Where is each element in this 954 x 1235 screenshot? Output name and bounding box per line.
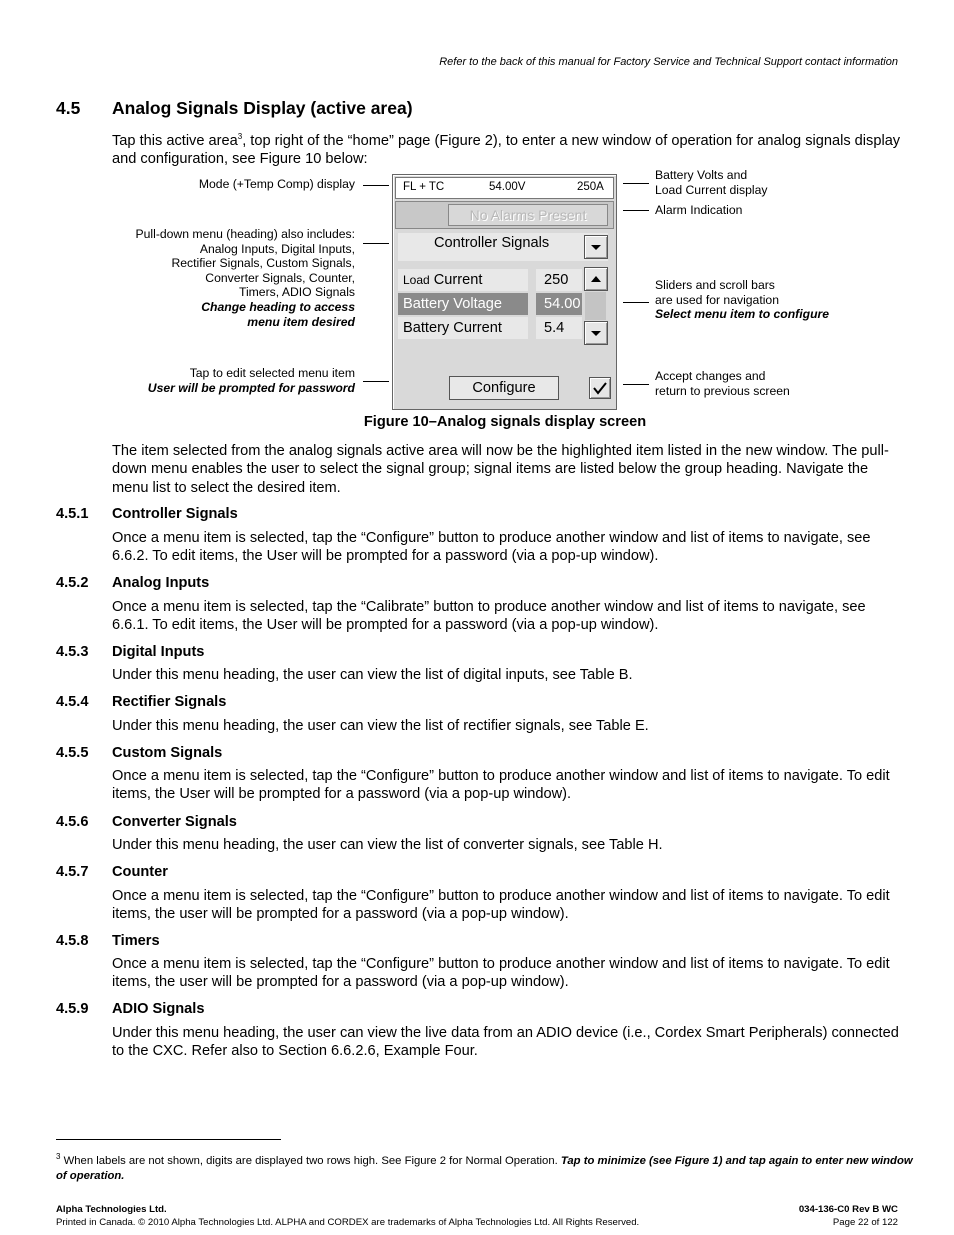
- callout-line: [623, 210, 649, 211]
- callout-text: Rectifier Signals, Custom Signals,: [171, 256, 355, 271]
- callout-text: Converter Signals, Counter,: [205, 270, 355, 285]
- callout-text: return to previous screen: [655, 383, 790, 398]
- subsection-text: Under this menu heading, the user can view the list of converter signals, see Table H.: [112, 837, 663, 853]
- callout-line: [363, 381, 389, 382]
- chevron-up-icon: [585, 268, 607, 290]
- callout-line: [623, 183, 649, 184]
- accept-button[interactable]: [589, 377, 611, 399]
- subsection-title: Controller Signals: [112, 506, 238, 522]
- subsection-heading: [56, 644, 204, 660]
- subsection-text: Once a menu item is selected, tap the “Configure” button to produce another window and list of items to navigate, see 6.6.2. To edit items, the User will be prompted for a password (via a pop-up window).: [112, 530, 871, 565]
- section-number: 4.5: [56, 98, 81, 118]
- figure-caption: Figure 10–Analog signals display screen: [363, 414, 647, 430]
- mode-display: FL + TC: [403, 181, 445, 193]
- callout-text: Pull-down menu (heading) also includes:: [135, 227, 355, 241]
- subsection-number: 4.5.2: [56, 575, 89, 591]
- subsection-number: 4.5.6: [56, 814, 89, 830]
- row-prefix: Load: [403, 273, 430, 287]
- subsection-title: Custom Signals: [112, 745, 223, 761]
- callout-text: Accept changes and: [655, 369, 766, 383]
- footer-docnum: 034-136-C0 Rev B WC: [798, 1204, 898, 1215]
- footnote-emphasis: Tap to minimize (see Figure 1) and tap again to enter new window of operation.: [56, 1154, 913, 1182]
- callout-alarm: Alarm Indication: [655, 203, 743, 217]
- callout-tap-edit: [148, 366, 355, 395]
- callout-pulldown: [136, 227, 356, 329]
- callout-text: Select menu item to configure: [655, 307, 830, 322]
- row-value: 54.00: [536, 293, 582, 315]
- subsection-text: Once a menu item is selected, tap the “Calibrate” button to produce another window and list of items to navigate, see 6.6.1. To edit items, the User will be prompted for a password (via a pop-up window).: [112, 599, 866, 634]
- subsection-number: 4.5.1: [56, 506, 89, 522]
- status-bar: [395, 177, 614, 199]
- callout-text: Timers, ADIO Signals: [238, 285, 355, 300]
- scroll-up-button[interactable]: [584, 267, 608, 291]
- callout-mode: Mode (+Temp Comp) display: [198, 177, 355, 191]
- analog-signals-screen: [392, 174, 617, 410]
- subsection-heading: [56, 1001, 204, 1017]
- footnote-ref: 3: [237, 132, 243, 141]
- list-item[interactable]: [398, 269, 528, 291]
- checkmark-icon: [590, 378, 610, 398]
- intro-text-b: , top right of the “home” page (Figure 2), to enter a new window of operation for analog signals display and configuration, see Figure 10 below:: [112, 132, 901, 168]
- load-current-display: 250A: [577, 181, 604, 193]
- subsection-heading: [56, 745, 222, 761]
- battery-volts-display: 54.00V: [489, 181, 526, 193]
- subsection-number: 4.5.4: [56, 694, 89, 710]
- alarm-indication[interactable]: No Alarms Present: [448, 204, 608, 226]
- subsection-heading: [56, 814, 237, 830]
- header-note: Refer to the back of this manual for Factory Service and Technical Support contact information: [439, 56, 898, 68]
- callout-text: are used for navigation: [655, 292, 779, 307]
- chevron-down-icon: [585, 236, 607, 258]
- alarm-indicator-panel: [395, 201, 614, 229]
- callout-line: [363, 243, 389, 244]
- callout-text: Tap to edit selected menu item: [189, 366, 355, 380]
- subsection-number: 4.5.3: [56, 644, 89, 660]
- subsection-title: Timers: [112, 933, 160, 949]
- subsection-number: 4.5.7: [56, 864, 89, 880]
- dropdown-button[interactable]: [584, 235, 608, 259]
- footnote: [56, 1149, 916, 1184]
- footer-company: Alpha Technologies Ltd.: [56, 1204, 167, 1215]
- subsection-heading: [56, 694, 226, 710]
- callout-text: Battery Volts and: [655, 168, 748, 182]
- subsection-title: Converter Signals: [112, 814, 237, 830]
- callout-line: [623, 302, 649, 303]
- subsection-text: Under this menu heading, the user can view the list of rectifier signals, see Table E.: [112, 718, 649, 734]
- footer-printed: Printed in Canada. © 2010 Alpha Technologies Ltd. ALPHA and CORDEX are trademarks of Alpha Technologies Ltd. All Rights Reserved.: [56, 1217, 640, 1228]
- callout-line: [623, 384, 649, 385]
- callout-text: Load Current display: [655, 182, 768, 197]
- subsection-number: 4.5.8: [56, 933, 89, 949]
- callout-accept: [655, 369, 790, 398]
- callout-text: Change heading to access: [201, 299, 355, 314]
- callout-text: User will be prompted for password: [147, 380, 355, 395]
- callout-line: [363, 185, 389, 186]
- subsection-text: Under this menu heading, the user can view the list of digital inputs, see Table B.: [112, 667, 633, 683]
- dropdown-label: Controller Signals: [434, 235, 550, 251]
- row-value: 250: [536, 269, 582, 291]
- signal-group-dropdown[interactable]: [398, 233, 608, 261]
- list-item-selected[interactable]: Battery Voltage: [398, 293, 528, 315]
- subsection-text: Under this menu heading, the user can view the live data from an ADIO device (i.e., Cordex Smart Peripherals) connected to the CXC. Refer also to Section 6.6.2.6, Example Four.: [112, 1025, 899, 1060]
- row-value: 5.4: [536, 317, 582, 339]
- body-paragraph: The item selected from the analog signals active area will now be the highlighted item listed in the new window. The pull-down menu enables the user to select the signal group; signal items are listed below the group heading. Navigate the menu list to select the desired item.: [112, 443, 889, 496]
- subsection-text: Once a menu item is selected, tap the “Configure” button to produce another window and list of items to navigate. To edit items, the user will be prompted for a password (via a pop-up window).: [112, 956, 890, 991]
- subsection-title: Counter: [112, 864, 168, 880]
- scroll-track[interactable]: [585, 292, 606, 320]
- subsection-heading: [56, 933, 160, 949]
- chevron-down-icon: [585, 322, 607, 344]
- subsection-heading: [56, 864, 168, 880]
- footer-page: Page 22 of 122: [832, 1217, 898, 1228]
- subsection-title: Rectifier Signals: [112, 694, 227, 710]
- subsection-number: 4.5.9: [56, 1001, 89, 1017]
- subsection-title: Analog Inputs: [112, 575, 210, 591]
- subsection-heading: [56, 506, 238, 522]
- subsection-title: ADIO Signals: [112, 1001, 205, 1017]
- callout-text: Sliders and scroll bars: [655, 278, 775, 292]
- footnote-text: When labels are not shown, digits are displayed two rows high. See Figure 2 for Normal Operation.: [63, 1154, 558, 1167]
- section-title: Analog Signals Display (active area): [112, 98, 413, 118]
- callout-battery: [655, 168, 767, 197]
- footnote-rule: [56, 1139, 281, 1140]
- subsection-text: Once a menu item is selected, tap the “Configure” button to produce another window and list of items to navigate. To edit items, the user will be prompted for a password (via a pop-up window).: [112, 888, 890, 923]
- row-label: Current: [433, 272, 483, 288]
- subsection-title: Digital Inputs: [112, 644, 205, 660]
- subsection-number: 4.5.5: [56, 745, 89, 761]
- footnote-mark: 3: [56, 1152, 61, 1161]
- subsection-heading: [56, 575, 209, 591]
- section-heading: [56, 98, 413, 119]
- callout-text: Analog Inputs, Digital Inputs,: [199, 241, 355, 256]
- subsection-text: Once a menu item is selected, tap the “Configure” button to produce another window and list of items to navigate. To edit items, the User will be prompted for a password (via a pop-up window).: [112, 768, 890, 803]
- callout-sliders: [655, 278, 829, 322]
- intro-text-a: Tap this active area: [112, 132, 238, 149]
- configure-button[interactable]: Configure: [449, 376, 559, 400]
- intro-paragraph: [112, 128, 902, 168]
- callout-text: menu item desired: [247, 314, 355, 329]
- scroll-down-button[interactable]: [584, 321, 608, 345]
- list-item[interactable]: Battery Current: [398, 317, 528, 339]
